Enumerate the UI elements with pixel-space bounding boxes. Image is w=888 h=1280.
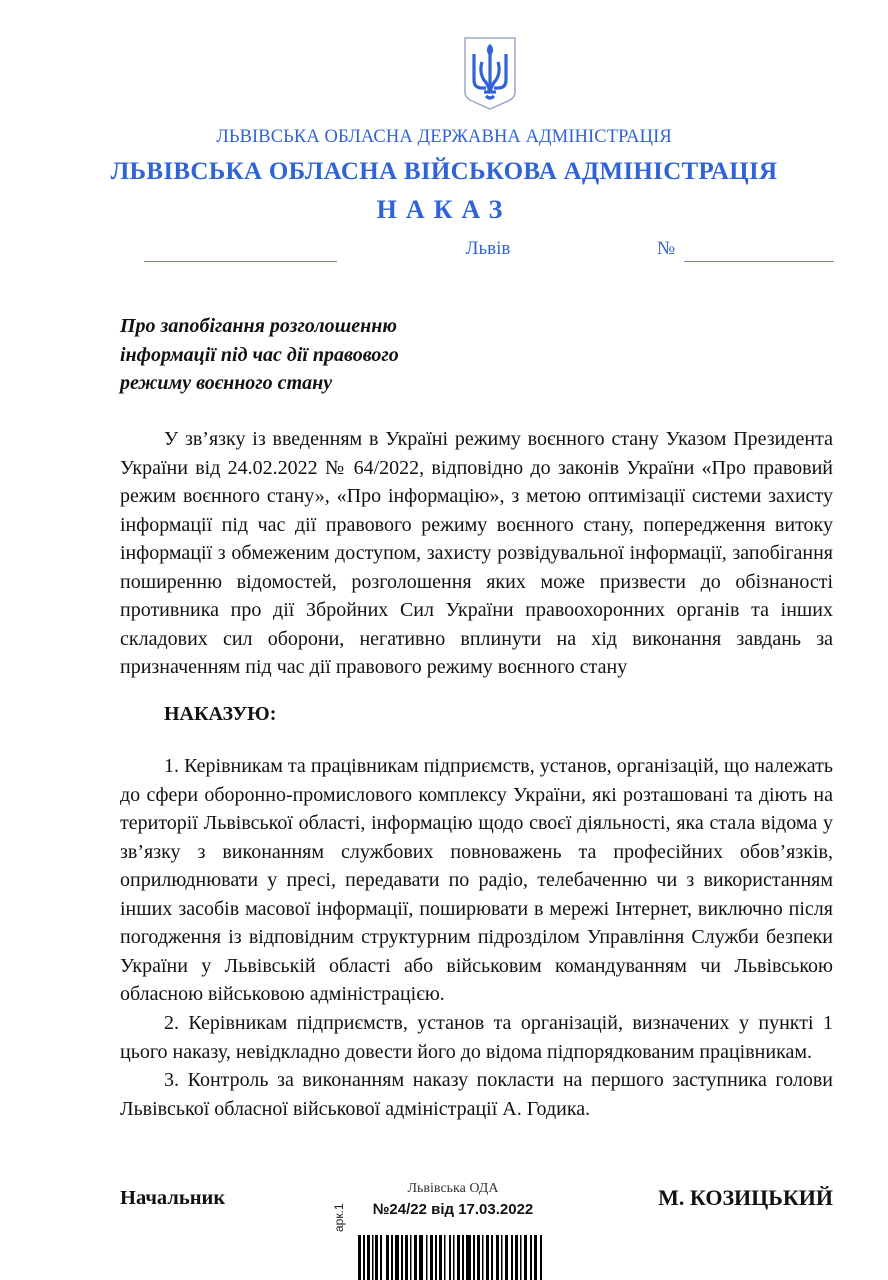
date-blank-line	[144, 261, 337, 262]
order-item-text: 2. Керівникам підприємств, установ та організацій, визначених у пункті 1 цього наказу, невідкладно довести його до відома підпорядкованим працівникам.	[120, 1012, 833, 1063]
order-item-1	[120, 752, 833, 1009]
state-administration-title: ЛЬВІВСЬКА ОБЛАСНА ДЕРЖАВНА АДМІНІСТРАЦІЯ	[216, 127, 672, 147]
subject-line: режиму воєнного стану	[120, 372, 333, 394]
order-item-3	[120, 1066, 833, 1123]
registration-stamp-org: Львівська ОДА	[407, 1181, 499, 1196]
registration-number: №24/22 від 17.03.2022	[372, 1201, 534, 1218]
document-subject	[120, 312, 460, 398]
preamble-text: У зв’язку із введенням в Україні режиму воєнного стану Указом Президента України від 24.02.2022 № 64/2022, відповідно до законів України «Про правовий режим воєнного стану», «Про інформацію», з метою оптимізації системи захисту інформації під час дії правового режиму воєнного стану, попередження витоку інформації з обмеженим доступом, захисту розвідувальної інформації, запобігання поширенню відомостей, розголошення яких може призвести до обізнаності противника про дії Збройних Сил України правоохоронних органів та інших складових сил оборони, негативно вплинути на хід виконання завдань за призначенням під час дії правового режиму воєнного стану	[120, 428, 833, 678]
order-item-text: 3. Контроль за виконанням наказу покласти на першого заступника голови Львівської обласної військової адміністрації А. Годика.	[120, 1069, 833, 1120]
order-heading: НАКАЗУЮ:	[164, 703, 277, 725]
signatory-name: М. КОЗИЦЬКИЙ	[658, 1185, 833, 1210]
signatory-role: Начальник	[120, 1187, 226, 1209]
subject-line: інформації під час дії правового	[120, 343, 399, 366]
city-label: Львів	[465, 238, 511, 259]
trident-emblem-icon	[462, 36, 518, 110]
subject-line: Про запобігання розголошенню	[120, 315, 397, 337]
number-blank-line	[684, 261, 834, 262]
sheet-label: арк.1	[332, 1203, 346, 1232]
number-sign-label: №	[657, 238, 676, 259]
barcode-icon	[356, 1235, 546, 1280]
order-item-2	[120, 1009, 833, 1066]
order-item-text: 1. Керівникам та працівникам підприємств, установ, організацій, що належать до сфери оборонно-промислового комплексу України, які розташовані та діють на території Львівської області, інформацію щодо своєї діяльності, яка стала відома у зв’язку з виконанням службових повноважень та професійних обов’язків, оприлюднювати у пресі, передавати по радіо, телебаченню чи з використанням інших засобів масової інформації, поширювати в мережі Інтернет, виключно після погодження із відповідним структурним підрозділом Управління Служби безпеки України у Львівській області або військовим командуванням чи Львівською обласною військовою адміністрацією.	[120, 755, 833, 1005]
document-type-title: НАКАЗ	[376, 195, 512, 224]
military-administration-title: ЛЬВІВСЬКА ОБЛАСНА ВІЙСЬКОВА АДМІНІСТРАЦІЯ	[110, 158, 778, 185]
preamble-paragraph	[120, 425, 833, 682]
